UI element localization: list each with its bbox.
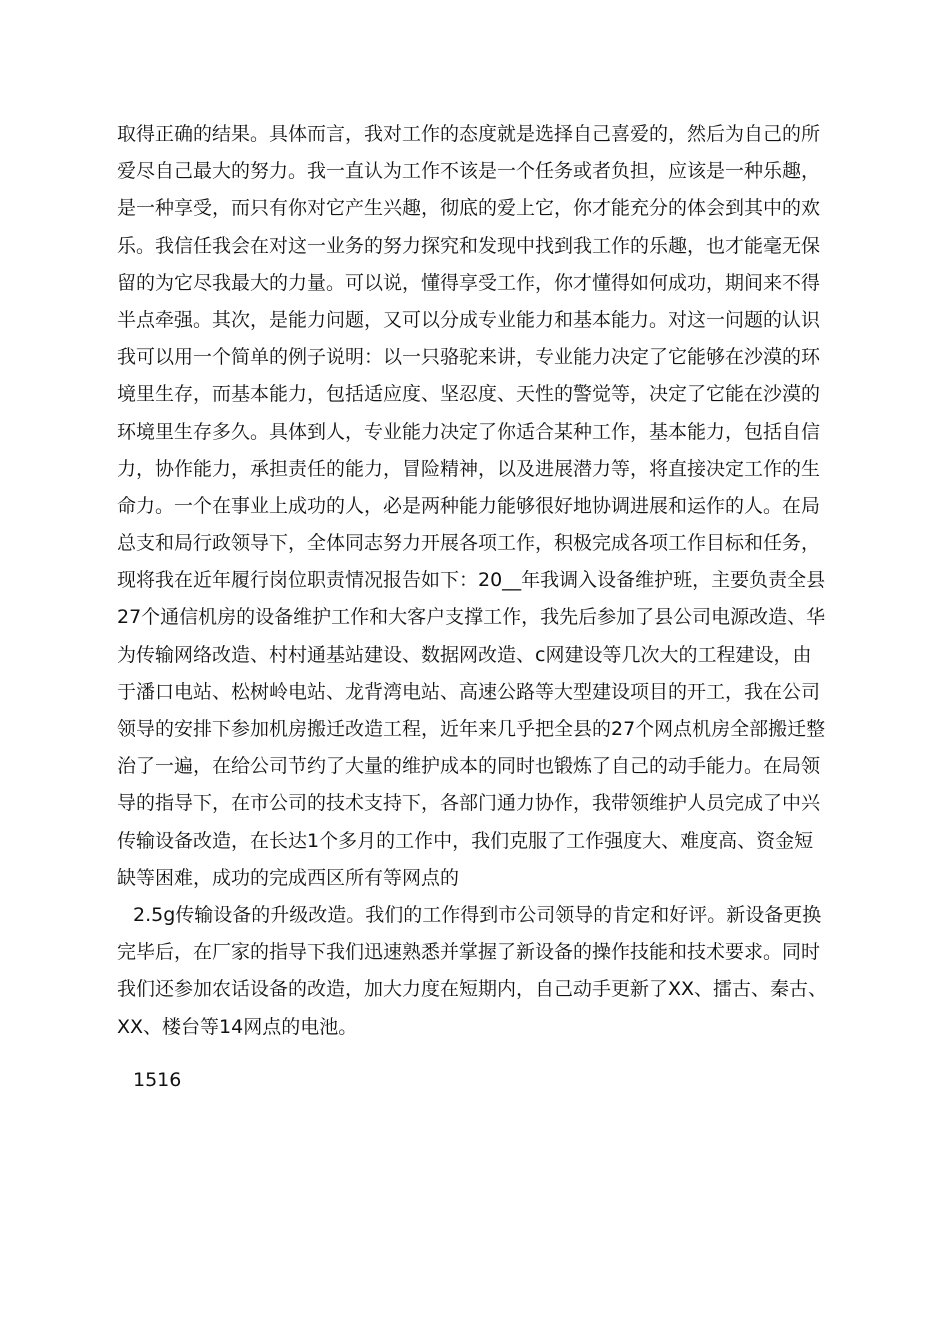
text-line: 导的指导下，在市公司的技术支持下，各部门通力协作，我带领维护人员完成了中兴 xyxy=(117,792,821,815)
text-line: 爱尽自己最大的努力。我一直认为工作不该是一个任务或者负担，应该是一种乐趣， xyxy=(117,160,821,183)
text-line: 留的为它尽我最大的力量。可以说，懂得享受工作，你才懂得如何成功，期间来不得 xyxy=(117,271,821,294)
text-line: XX、楼台等14网点的电池。 xyxy=(117,1015,358,1038)
text-line: 27个通信机房的设备维护工作和大客户支撑工作，我先后参加了县公司电源改造、华 xyxy=(117,606,826,629)
text-line: 为传输网络改造、村村通基站建设、数据网改造、c网建设等几次大的工程建设，由 xyxy=(117,643,812,666)
page-number: 1516 xyxy=(133,1069,182,1091)
text-line: 我们还参加农话设备的改造，加大力度在短期内，自己动手更新了XX、擂古、秦古、 xyxy=(117,978,828,1001)
text-line: 力，协作能力，承担责任的能力，冒险精神，以及进展潜力等，将直接决定工作的生 xyxy=(117,457,821,480)
text-line: 于潘口电站、松树岭电站、龙背湾电站、高速公路等大型建设项目的开工，我在公司 xyxy=(117,680,821,703)
text-line: 现将我在近年履行岗位职责情况报告如下：20__年我调入设备维护班，主要负责全县 xyxy=(117,569,826,592)
text-line: 总支和局行政领导下，全体同志努力开展各项工作，积极完成各项工作目标和任务， xyxy=(117,532,821,555)
text-line: 完毕后，在厂家的指导下我们迅速熟悉并掌握了新设备的操作技能和技术要求。同时 xyxy=(117,941,821,964)
text-line: 2.5g传输设备的升级改造。我们的工作得到市公司领导的肯定和好评。新设备更换 xyxy=(133,903,822,926)
text-line: 半点牵强。其次，是能力问题，又可以分成专业能力和基本能力。对这一问题的认识 xyxy=(117,308,821,331)
text-line: 我可以用一个简单的例子说明：以一只骆驼来讲，专业能力决定了它能够在沙漠的环 xyxy=(117,346,821,369)
text-line: 乐。我信任我会在对这一业务的努力探究和发现中找到我工作的乐趣，也才能毫无保 xyxy=(117,234,821,257)
body-text xyxy=(117,116,857,1046)
text-line: 环境里生存多久。具体到人，专业能力决定了你适合某种工作，基本能力，包括自信 xyxy=(117,420,821,443)
text-line: 命力。一个在事业上成功的人，必是两种能力能够很好地协调进展和运作的人。在局 xyxy=(117,494,821,517)
text-line: 境里生存，而基本能力，包括适应度、坚忍度、天性的警觉等，决定了它能在沙漠的 xyxy=(117,383,821,406)
text-line: 治了一遍，在给公司节约了大量的维护成本的同时也锻炼了自己的动手能力。在局领 xyxy=(117,755,821,778)
text-line: 取得正确的结果。具体而言，我对工作的态度就是选择自己喜爱的，然后为自己的所 xyxy=(117,123,821,145)
text-line: 领导的安排下参加机房搬迁改造工程，近年来几乎把全县的27个网点机房全部搬迁整 xyxy=(117,718,826,740)
text-line: 缺等困难，成功的完成西区所有等网点的 xyxy=(117,866,460,889)
text-line: 传输设备改造，在长达1个多月的工作中，我们克服了工作强度大、难度高、资金短 xyxy=(117,829,814,852)
text-line: 是一种享受，而只有你对它产生兴趣，彻底的爱上它，你才能充分的体会到其中的欢 xyxy=(117,197,821,220)
